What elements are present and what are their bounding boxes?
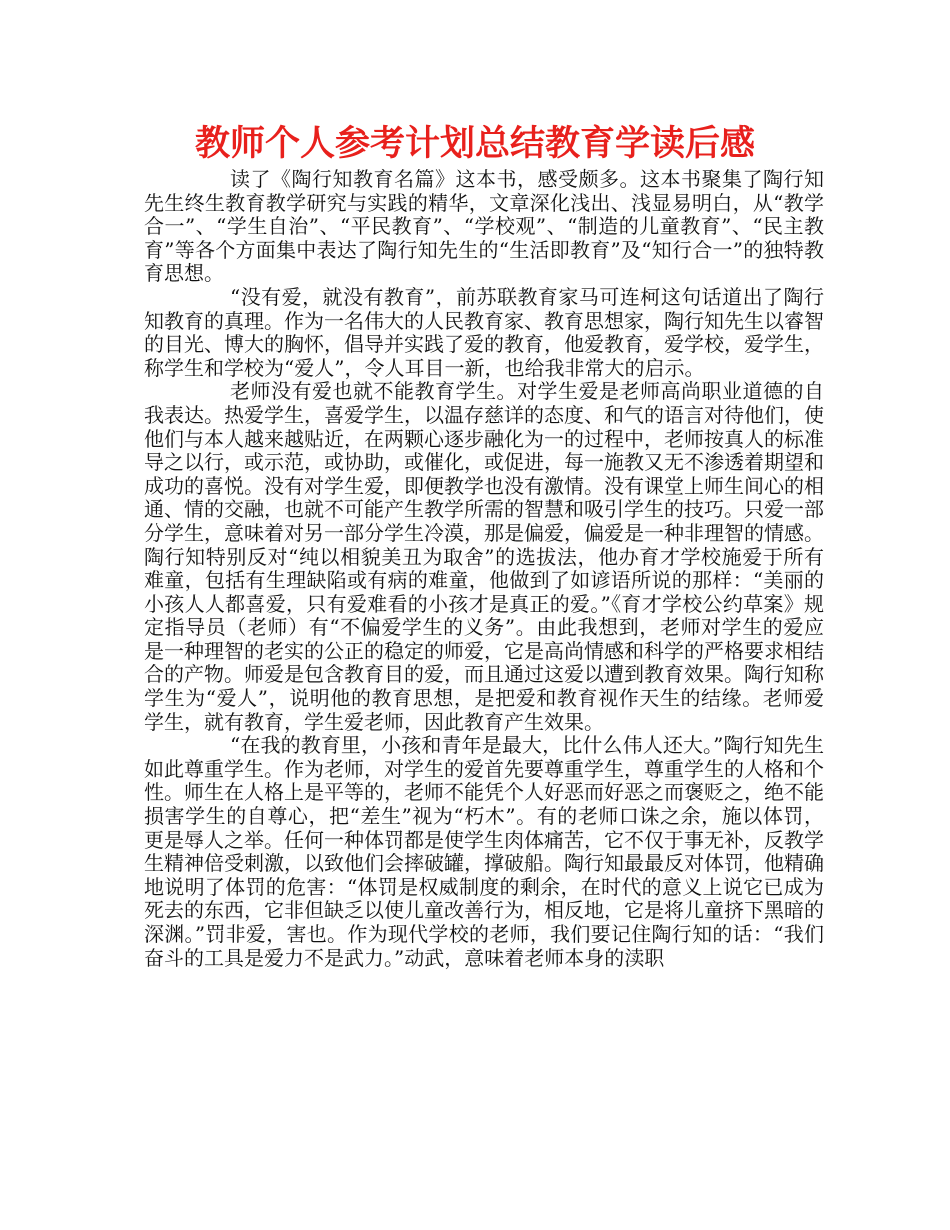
document-body (144, 168, 824, 970)
paragraph-3: 老师没有爱也就不能教育学生。对学生爱是老师高尚职业道德的自我表达。热爱学生，喜爱学生，以温存慈详的态度、和气的语言对待他们，使他们与本人越来越贴近，在两颗心逐步融化为一的过程中，老师按真人的标准导之以行，或示范，或协助，或催化，或促进，每一施教又无不渗透着期望和成功的喜悦。没有对学生爱，即便教学也没有激情。没有课堂上师生间心的相通、情的交融，也就不可能产生教学所需的智慧和吸引学生的技巧。只爱一部分学生，意味着对另一部分学生冷漠，那是偏爱，偏爱是一种非理智的情感。陶行知特别反对“纯以相貌美丑为取舍”的选拔法，他办育才学校施爱于所有难童，包括有生理缺陷或有病的难童，他做到了如谚语所说的那样：“美丽的小孩人人都喜爱，只有爱难看的小孩才是真正的爱。”《育才学校公约草案》规定指导员（老师）有“不偏爱学生的义务”。由此我想到，老师对学生的爱应是一种理智的老实的公正的稳定的师爱，它是高尚情感和科学的严格要求相结合的产物。师爱是包含教育目的爱，而且通过这爱以遭到教育效果。陶行知称学生为“爱人”，说明他的教育思想，是把爱和教育视作天生的结缘。老师爱学生，就有教育，学生爱老师，因此教育产生效果。 (144, 379, 824, 734)
paragraph-4: “在我的教育里，小孩和青年是最大，比什么伟人还大。”陶行知先生如此尊重学生。作为老师，对学生的爱首先要尊重学生，尊重学生的人格和个性。师生在人格上是平等的，老师不能凭个人好恶而好恶之而褒贬之，绝不能损害学生的自尊心，把“差生”视为“朽木”。有的老师口诛之余，施以体罚，更是辱人之举。任何一种体罚都是使学生肉体痛苦，它不仅于事无补，反教学生精神倍受刺激，以致他们会摔破罐，撑破船。陶行知最最反对体罚，他精确地说明了体罚的危害：“体罚是权威制度的剩余，在时代的意义上说它已成为死去的东西，它非但缺乏以使儿童改善行为，相反地，它是将儿童挤下黑暗的深渊。”罚非爱，害也。作为现代学校的老师，我们要记住陶行知的话：“我们奋斗的工具是爱力不是武力。”动武，意味着老师本身的渎职 (144, 733, 824, 970)
paragraph-2: “没有爱，就没有教育”，前苏联教育家马可连柯这句话道出了陶行知教育的真理。作为一名伟大的人民教育家、教育思想家，陶行知先生以睿智的目光、博大的胸怀，倡导并实践了爱的教育，他爱教育，爱学校，爱学生，称学生和学校为“爱人”，令人耳目一新，也给我非常大的启示。 (144, 284, 824, 380)
paragraph-1: 读了《陶行知教育名篇》这本书，感受颇多。这本书聚集了陶行知先生终生教育教学研究与实践的精华，文章深化浅出、浅显易明白，从“教学合一”、“学生自治”、“平民教育”、“学校观”、“制造的儿童教育”、“民主教育”等各个方面集中表达了陶行知先生的“生活即教育”及“知行合一”的独特教育思想。 (144, 167, 824, 286)
document-title: 教师个人参考计划总结教育学读后感 (194, 124, 755, 164)
